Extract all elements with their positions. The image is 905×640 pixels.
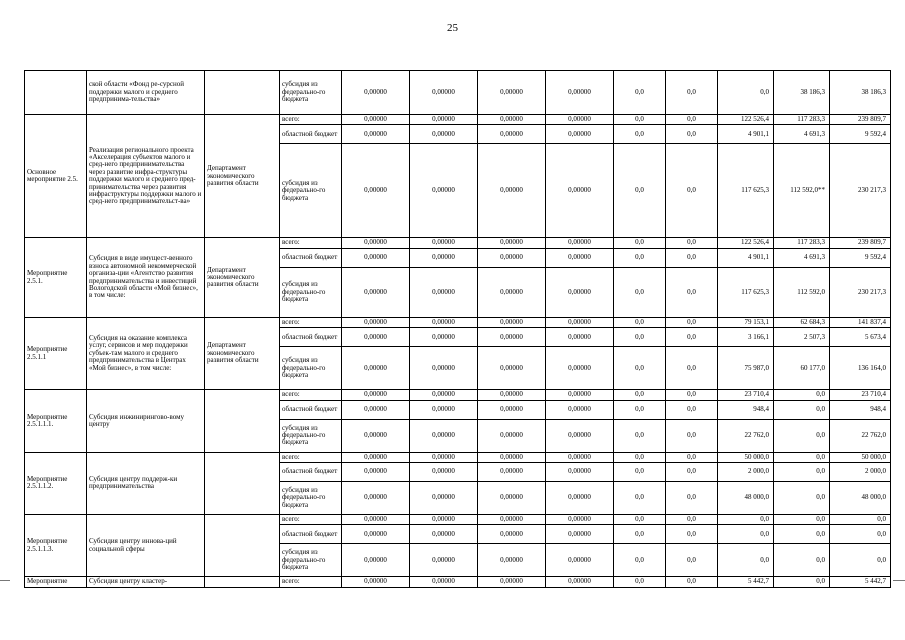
- row-responsible-cell: [205, 515, 280, 577]
- value-cell: 0,0: [666, 328, 718, 347]
- value-cell: 0,00000: [478, 515, 546, 525]
- value-cell: 0,00000: [546, 115, 614, 125]
- value-cell: 0,00000: [342, 248, 410, 267]
- value-cell: 0,0: [830, 525, 891, 544]
- value-cell: 0,0: [718, 71, 774, 115]
- value-cell: 79 153,1: [718, 317, 774, 327]
- value-cell: 0,00000: [546, 125, 614, 144]
- value-cell: 5 442,7: [830, 577, 891, 587]
- table-body: [25, 71, 891, 588]
- value-cell: 136 164,0: [830, 347, 891, 390]
- funding-source-cell: областной бюджет: [280, 248, 342, 267]
- row-id-cell: Основное мероприятие 2.5.: [25, 115, 87, 238]
- value-cell: 0,0: [666, 400, 718, 419]
- value-cell: 0,0: [614, 452, 666, 462]
- value-cell: 0,0: [614, 544, 666, 577]
- row-responsible-cell: [205, 452, 280, 514]
- value-cell: 0,00000: [410, 482, 478, 515]
- value-cell: 0,0: [830, 515, 891, 525]
- value-cell: 0,0: [614, 248, 666, 267]
- value-cell: 0,00000: [546, 577, 614, 587]
- row-id-cell: Мероприятие 2.5.1.1.3.: [25, 515, 87, 577]
- value-cell: 0,0: [614, 125, 666, 144]
- value-cell: 23 710,4: [830, 390, 891, 400]
- value-cell: 117 625,3: [718, 144, 774, 238]
- value-cell: 0,0: [718, 515, 774, 525]
- value-cell: 9 592,4: [830, 125, 891, 144]
- value-cell: 0,00000: [546, 144, 614, 238]
- row-responsible-cell: [205, 577, 280, 587]
- value-cell: 0,0: [774, 400, 830, 419]
- value-cell: 0,00000: [410, 544, 478, 577]
- value-cell: 0,00000: [410, 125, 478, 144]
- value-cell: 230 217,3: [830, 267, 891, 317]
- funding-source-cell: субсидия из федерально-го бюджета: [280, 71, 342, 115]
- funding-source-cell: всего:: [280, 577, 342, 587]
- value-cell: 0,0: [666, 419, 718, 452]
- value-cell: 0,00000: [478, 115, 546, 125]
- row-name-cell: Субсидия центру кластер-: [87, 577, 205, 587]
- value-cell: 239 809,7: [830, 115, 891, 125]
- funding-source-cell: областной бюджет: [280, 525, 342, 544]
- value-cell: 0,00000: [478, 248, 546, 267]
- value-cell: 0,00000: [546, 452, 614, 462]
- value-cell: 0,00000: [546, 419, 614, 452]
- value-cell: 0,0: [614, 525, 666, 544]
- value-cell: 0,00000: [410, 144, 478, 238]
- value-cell: 0,0: [774, 525, 830, 544]
- value-cell: 0,00000: [546, 317, 614, 327]
- value-cell: 5 442,7: [718, 577, 774, 587]
- value-cell: 0,00000: [342, 419, 410, 452]
- value-cell: 0,00000: [478, 463, 546, 482]
- value-cell: 0,0: [614, 390, 666, 400]
- row-id-cell: Мероприятие 2.5.1.1.1.: [25, 390, 87, 452]
- value-cell: 0,00000: [410, 267, 478, 317]
- value-cell: 0,00000: [546, 328, 614, 347]
- value-cell: 0,00000: [478, 577, 546, 587]
- value-cell: 0,00000: [410, 515, 478, 525]
- value-cell: 112 592,0**: [774, 144, 830, 238]
- funding-source-cell: всего:: [280, 238, 342, 248]
- value-cell: 0,00000: [342, 115, 410, 125]
- value-cell: 0,0: [666, 544, 718, 577]
- value-cell: 0,00000: [342, 400, 410, 419]
- value-cell: 0,0: [666, 317, 718, 327]
- value-cell: 122 526,4: [718, 115, 774, 125]
- value-cell: 0,00000: [478, 144, 546, 238]
- value-cell: 0,00000: [410, 390, 478, 400]
- value-cell: 0,0: [774, 577, 830, 587]
- value-cell: 0,0: [666, 525, 718, 544]
- table-row: [25, 238, 891, 248]
- value-cell: 0,0: [666, 115, 718, 125]
- row-responsible-cell: Департамент экономического развития области: [205, 317, 280, 389]
- row-responsible-cell: Департамент экономического развития области: [205, 115, 280, 238]
- value-cell: 0,00000: [410, 400, 478, 419]
- value-cell: 0,0: [666, 125, 718, 144]
- value-cell: 4 901,1: [718, 248, 774, 267]
- value-cell: 23 710,4: [718, 390, 774, 400]
- value-cell: 60 177,0: [774, 347, 830, 390]
- value-cell: 0,0: [774, 419, 830, 452]
- funding-source-cell: субсидия из федерально-го бюджета: [280, 544, 342, 577]
- row-responsible-cell: [205, 390, 280, 452]
- value-cell: 0,0: [614, 482, 666, 515]
- value-cell: 0,0: [666, 515, 718, 525]
- row-name-cell: Субсидия инжинирингово-вому центру: [87, 390, 205, 452]
- row-name-cell: Субсидия центру поддерж-ки предпринимательства: [87, 452, 205, 514]
- value-cell: 0,00000: [546, 347, 614, 390]
- value-cell: 0,00000: [478, 125, 546, 144]
- value-cell: 0,0: [774, 544, 830, 577]
- value-cell: 0,0: [666, 347, 718, 390]
- value-cell: 0,0: [774, 390, 830, 400]
- value-cell: 0,0: [614, 317, 666, 327]
- value-cell: 0,0: [774, 482, 830, 515]
- value-cell: 0,0: [666, 71, 718, 115]
- value-cell: 62 684,3: [774, 317, 830, 327]
- table-row: [25, 452, 891, 462]
- row-id-cell: Мероприятие 2.5.1.1: [25, 317, 87, 389]
- value-cell: 0,0: [666, 248, 718, 267]
- value-cell: 0,00000: [410, 347, 478, 390]
- value-cell: 0,00000: [342, 347, 410, 390]
- value-cell: 0,0: [614, 328, 666, 347]
- value-cell: 0,00000: [410, 248, 478, 267]
- value-cell: 0,00000: [342, 144, 410, 238]
- value-cell: 0,00000: [546, 400, 614, 419]
- value-cell: 4 901,1: [718, 125, 774, 144]
- value-cell: 0,00000: [546, 463, 614, 482]
- funding-source-cell: областной бюджет: [280, 400, 342, 419]
- row-name-cell: Субсидия на оказание комплекса услуг, сервисов и мер поддержки субъек-там малого и среднего предпринимательства в Центрах «Мой бизнес», в том числе:: [87, 317, 205, 389]
- value-cell: 0,0: [614, 115, 666, 125]
- value-cell: 0,00000: [342, 525, 410, 544]
- value-cell: 0,00000: [410, 452, 478, 462]
- scan-mark-left: [0, 580, 10, 581]
- value-cell: 0,0: [830, 544, 891, 577]
- value-cell: 3 166,1: [718, 328, 774, 347]
- value-cell: 0,0: [614, 419, 666, 452]
- table-row: [25, 71, 891, 115]
- row-name-cell: Реализация регионального проекта «Акселерация субъектов малого и сред-него предпринимательства через развитие инфра-структуры поддержки малого и среднего пред-принимательства через развития инфраструктуры поддержки малого и сред-него предпринимательст-ва»: [87, 115, 205, 238]
- value-cell: 0,00000: [478, 482, 546, 515]
- funding-source-cell: субсидия из федерально-го бюджета: [280, 482, 342, 515]
- value-cell: 0,00000: [478, 400, 546, 419]
- value-cell: 0,00000: [342, 317, 410, 327]
- funding-source-cell: субсидия из федерально-го бюджета: [280, 267, 342, 317]
- page-number: 25: [447, 22, 458, 34]
- value-cell: 0,00000: [478, 452, 546, 462]
- value-cell: 0,00000: [546, 248, 614, 267]
- value-cell: 0,0: [614, 577, 666, 587]
- funding-source-cell: всего:: [280, 115, 342, 125]
- funding-source-cell: субсидия из федерально-го бюджета: [280, 144, 342, 238]
- value-cell: 0,00000: [342, 238, 410, 248]
- value-cell: 4 691,3: [774, 248, 830, 267]
- value-cell: 0,00000: [478, 71, 546, 115]
- value-cell: 0,0: [666, 238, 718, 248]
- value-cell: 141 837,4: [830, 317, 891, 327]
- value-cell: 0,00000: [342, 463, 410, 482]
- value-cell: 0,0: [666, 144, 718, 238]
- value-cell: 948,4: [718, 400, 774, 419]
- table-row: [25, 115, 891, 125]
- value-cell: 0,00000: [410, 419, 478, 452]
- row-id-cell: Мероприятие 2.5.1.: [25, 238, 87, 317]
- value-cell: 0,00000: [546, 71, 614, 115]
- value-cell: 0,00000: [478, 238, 546, 248]
- table-row: [25, 577, 891, 587]
- funding-source-cell: всего:: [280, 452, 342, 462]
- value-cell: 0,00000: [546, 525, 614, 544]
- value-cell: 22 762,0: [718, 419, 774, 452]
- value-cell: 0,00000: [478, 390, 546, 400]
- value-cell: 0,0: [614, 71, 666, 115]
- funding-source-cell: областной бюджет: [280, 125, 342, 144]
- row-responsible-cell: [205, 71, 280, 115]
- value-cell: 0,00000: [410, 577, 478, 587]
- value-cell: 2 000,0: [830, 463, 891, 482]
- value-cell: 48 000,0: [718, 482, 774, 515]
- value-cell: 117 283,3: [774, 238, 830, 248]
- value-cell: 0,00000: [478, 317, 546, 327]
- value-cell: 2 507,3: [774, 328, 830, 347]
- value-cell: 0,0: [774, 463, 830, 482]
- scan-mark-right: [893, 580, 905, 581]
- value-cell: 0,0: [666, 463, 718, 482]
- value-cell: 0,00000: [410, 115, 478, 125]
- value-cell: 0,00000: [546, 238, 614, 248]
- value-cell: 9 592,4: [830, 248, 891, 267]
- value-cell: 117 283,3: [774, 115, 830, 125]
- row-name-cell: Субсидия в виде имущест-венного взноса автономной некоммерческой организа-ции «Агентство развития предпринимательства и инвестиций Вологодской области «Мой бизнес», в том числе:: [87, 238, 205, 317]
- value-cell: 0,00000: [478, 419, 546, 452]
- value-cell: 0,00000: [342, 452, 410, 462]
- value-cell: 0,00000: [546, 267, 614, 317]
- value-cell: 0,00000: [410, 238, 478, 248]
- value-cell: 0,00000: [342, 71, 410, 115]
- row-id-cell: Мероприятие: [25, 577, 87, 587]
- value-cell: 0,0: [614, 267, 666, 317]
- value-cell: 0,00000: [342, 390, 410, 400]
- value-cell: 38 186,3: [830, 71, 891, 115]
- value-cell: 5 673,4: [830, 328, 891, 347]
- value-cell: 948,4: [830, 400, 891, 419]
- value-cell: 0,00000: [410, 463, 478, 482]
- value-cell: 0,00000: [342, 482, 410, 515]
- value-cell: 122 526,4: [718, 238, 774, 248]
- value-cell: 0,0: [614, 400, 666, 419]
- value-cell: 0,0: [614, 238, 666, 248]
- value-cell: 0,0: [614, 515, 666, 525]
- value-cell: 0,0: [614, 144, 666, 238]
- value-cell: 50 000,0: [718, 452, 774, 462]
- value-cell: 239 809,7: [830, 238, 891, 248]
- value-cell: 0,00000: [478, 525, 546, 544]
- value-cell: 0,00000: [546, 544, 614, 577]
- funding-source-cell: всего:: [280, 515, 342, 525]
- value-cell: 0,00000: [410, 71, 478, 115]
- row-id-cell: Мероприятие 2.5.1.1.2.: [25, 452, 87, 514]
- value-cell: 0,00000: [342, 267, 410, 317]
- value-cell: 230 217,3: [830, 144, 891, 238]
- funding-source-cell: субсидия из федерально-го бюджета: [280, 347, 342, 390]
- value-cell: 0,0: [666, 390, 718, 400]
- row-responsible-cell: Департамент экономического развития области: [205, 238, 280, 317]
- value-cell: 117 625,3: [718, 267, 774, 317]
- funding-source-cell: всего:: [280, 390, 342, 400]
- value-cell: 0,00000: [342, 328, 410, 347]
- value-cell: 0,00000: [410, 317, 478, 327]
- funding-source-cell: всего:: [280, 317, 342, 327]
- value-cell: 0,00000: [342, 125, 410, 144]
- value-cell: 112 592,0: [774, 267, 830, 317]
- value-cell: 0,00000: [410, 525, 478, 544]
- value-cell: 0,00000: [478, 267, 546, 317]
- value-cell: 48 000,0: [830, 482, 891, 515]
- value-cell: 0,00000: [410, 328, 478, 347]
- value-cell: 0,00000: [478, 544, 546, 577]
- value-cell: 0,00000: [342, 577, 410, 587]
- budget-table: [24, 70, 891, 588]
- value-cell: 4 691,3: [774, 125, 830, 144]
- value-cell: 0,0: [614, 347, 666, 390]
- value-cell: 0,0: [774, 452, 830, 462]
- value-cell: 0,00000: [546, 390, 614, 400]
- funding-source-cell: субсидия из федерально-го бюджета: [280, 419, 342, 452]
- value-cell: 0,00000: [546, 482, 614, 515]
- value-cell: 2 000,0: [718, 463, 774, 482]
- funding-source-cell: областной бюджет: [280, 328, 342, 347]
- row-id-cell: [25, 71, 87, 115]
- value-cell: 0,00000: [342, 544, 410, 577]
- value-cell: 0,0: [614, 463, 666, 482]
- table-row: [25, 317, 891, 327]
- value-cell: 22 762,0: [830, 419, 891, 452]
- value-cell: 50 000,0: [830, 452, 891, 462]
- row-name-cell: ской области «Фонд ре-сурсной поддержки малого и среднего предпринима-тельства»: [87, 71, 205, 115]
- value-cell: 38 186,3: [774, 71, 830, 115]
- value-cell: 0,0: [666, 577, 718, 587]
- value-cell: 0,0: [718, 544, 774, 577]
- value-cell: 0,0: [666, 482, 718, 515]
- table-row: [25, 390, 891, 400]
- value-cell: 0,0: [774, 515, 830, 525]
- value-cell: 0,00000: [342, 515, 410, 525]
- value-cell: 0,00000: [546, 515, 614, 525]
- value-cell: 0,0: [718, 525, 774, 544]
- value-cell: 75 987,0: [718, 347, 774, 390]
- value-cell: 0,0: [666, 267, 718, 317]
- funding-source-cell: областной бюджет: [280, 463, 342, 482]
- value-cell: 0,0: [666, 452, 718, 462]
- value-cell: 0,00000: [478, 347, 546, 390]
- table-row: [25, 515, 891, 525]
- row-name-cell: Субсидия центру иннова-ций социальной сферы: [87, 515, 205, 577]
- value-cell: 0,00000: [478, 328, 546, 347]
